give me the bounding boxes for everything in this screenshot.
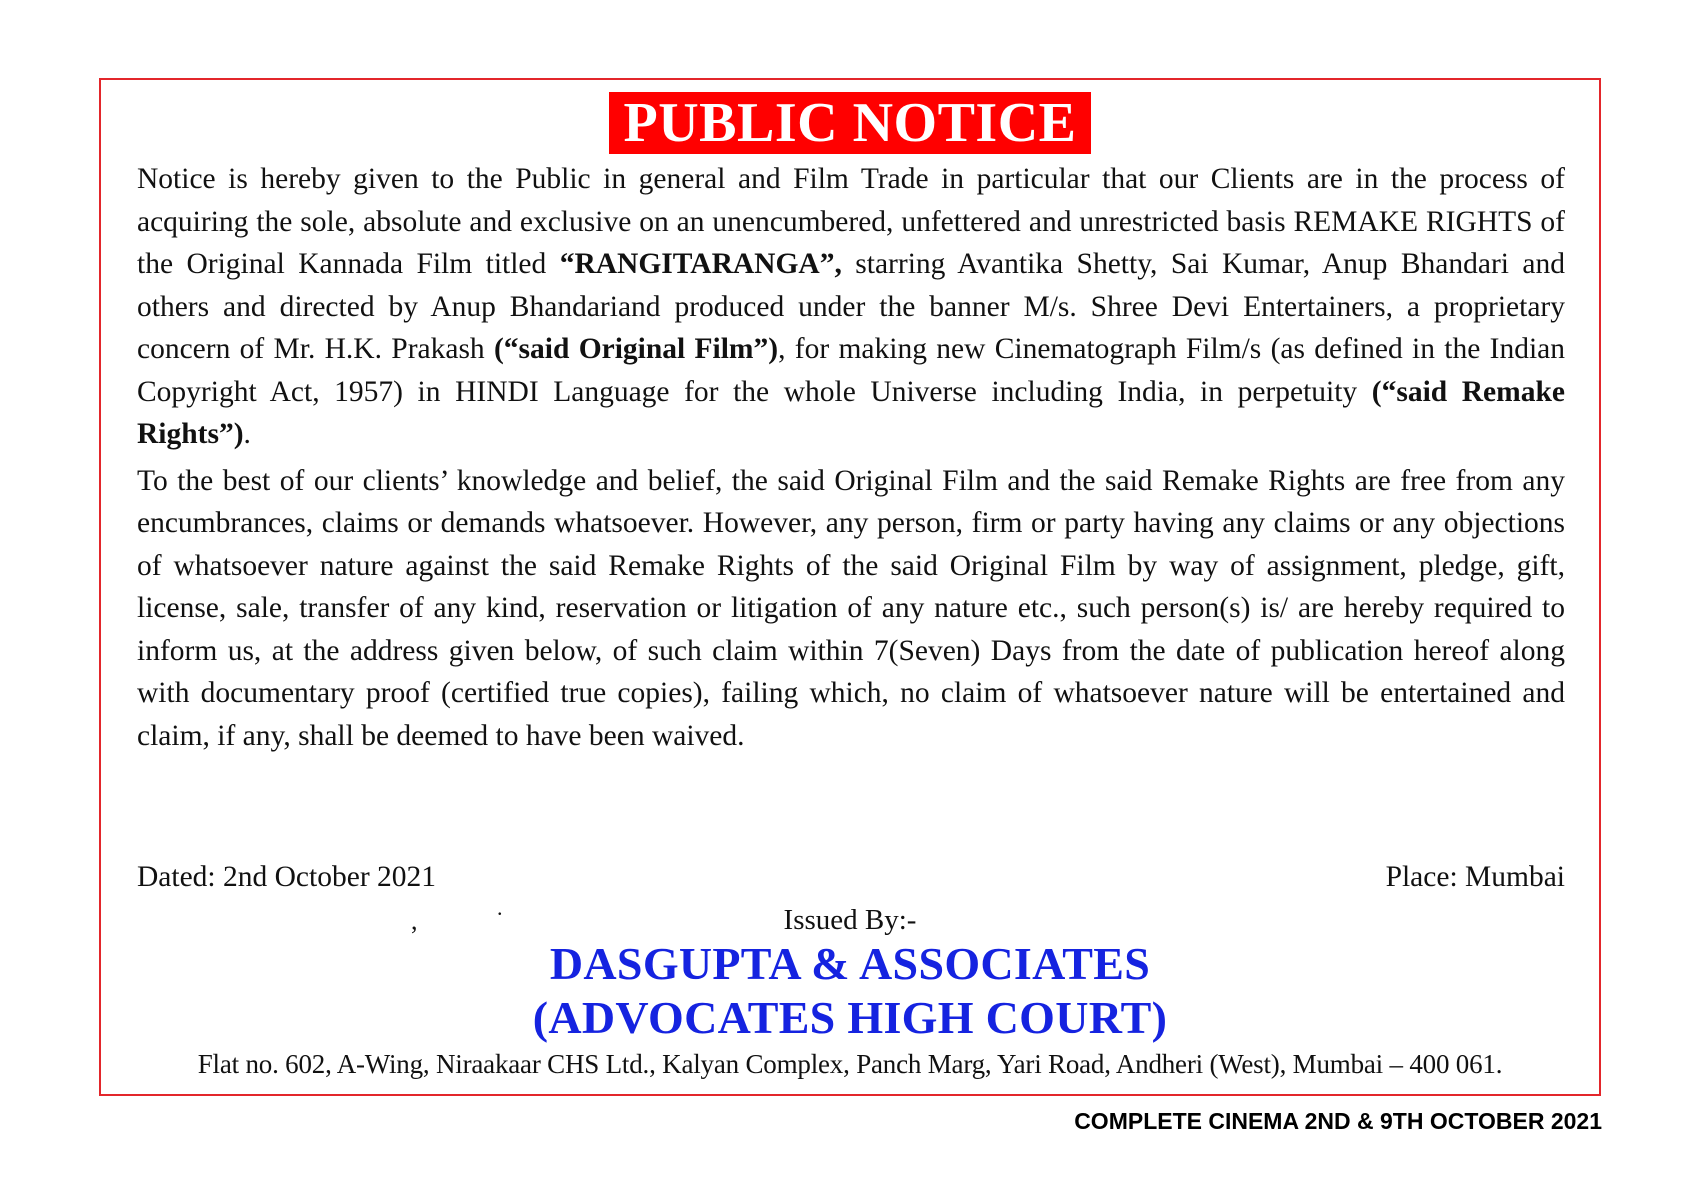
dated-line: Dated: 2nd October 2021 xyxy=(137,861,437,893)
para1-text-4: . xyxy=(243,418,251,450)
paragraph-1 xyxy=(137,158,1565,456)
publication-footer: COMPLETE CINEMA 2ND & 9TH OCTOBER 2021 xyxy=(1074,1108,1602,1134)
said-remake-rights: (“said Remake Rights”) xyxy=(137,375,1565,450)
notice-frame xyxy=(99,78,1601,1096)
place-line: Place: Mumbai xyxy=(1385,861,1565,893)
said-original-film: (“said Original Film”) xyxy=(493,333,779,365)
firm-address: Flat no. 602, A-Wing, Niraakaar CHS Ltd., Kalyan Complex, Panch Marg, Yari Road, Andheri (West), Mumbai – 400 061. xyxy=(197,1049,1503,1079)
stray-comma: , xyxy=(411,906,418,935)
para1-text-3: , for making new Cinematograph Film/s (as defined in the Indian Copyright Act, 1957) in HINDI Language for the whole Universe including India, in perpetuity xyxy=(137,333,1565,408)
notice-body xyxy=(137,158,1565,761)
paragraph-2: To the best of our clients’ knowledge and belief, the said Original Film and the said Remake Rights are free from any encumbrances, claims or demands whatsoever. However, any person, firm or party having any claims or any objections of whatsoever nature against the said Remake Rights of the said Original Film by way of assignment, pledge, gift, license, sale, transfer of any kind, reservation or litigation of any nature etc., such person(s) is/ are hereby required to inform us, at the address given below, of such claim within 7(Seven) Days from the date of publication hereof along with documentary proof (certified true copies), failing which, no claim of whatsoever nature will be entertained and claim, if any, shall be deemed to have been waived. xyxy=(137,464,1565,752)
film-title: “RANGITARANGA”, xyxy=(559,248,842,280)
para1-text-1: Notice is hereby given to the Public in general and Film Trade in particular that our Clients are in the process of acquiring the sole, absolute and exclusive on an unencumbered, unfettered and unrestricted basis REMAKE RIGHTS of the Original Kannada Film titled xyxy=(137,163,1565,280)
issued-by: Issued By:- xyxy=(783,904,917,936)
firm-name: DASGUPTA & ASSOCIATES xyxy=(549,938,1151,989)
title-wrapper xyxy=(101,92,1599,154)
firm-designation: (ADVOCATES HIGH COURT) xyxy=(532,992,1168,1043)
notice-title: PUBLIC NOTICE xyxy=(609,92,1090,154)
stray-dot: . xyxy=(497,895,503,920)
para1-text-2: starring Avantika Shetty, Sai Kumar, Anup Bhandari and others and directed by Anup Bhandariand produced under the banner M/s. Shree Devi Entertainers, a proprietary concern of Mr. H.K. Prakash xyxy=(137,248,1565,365)
